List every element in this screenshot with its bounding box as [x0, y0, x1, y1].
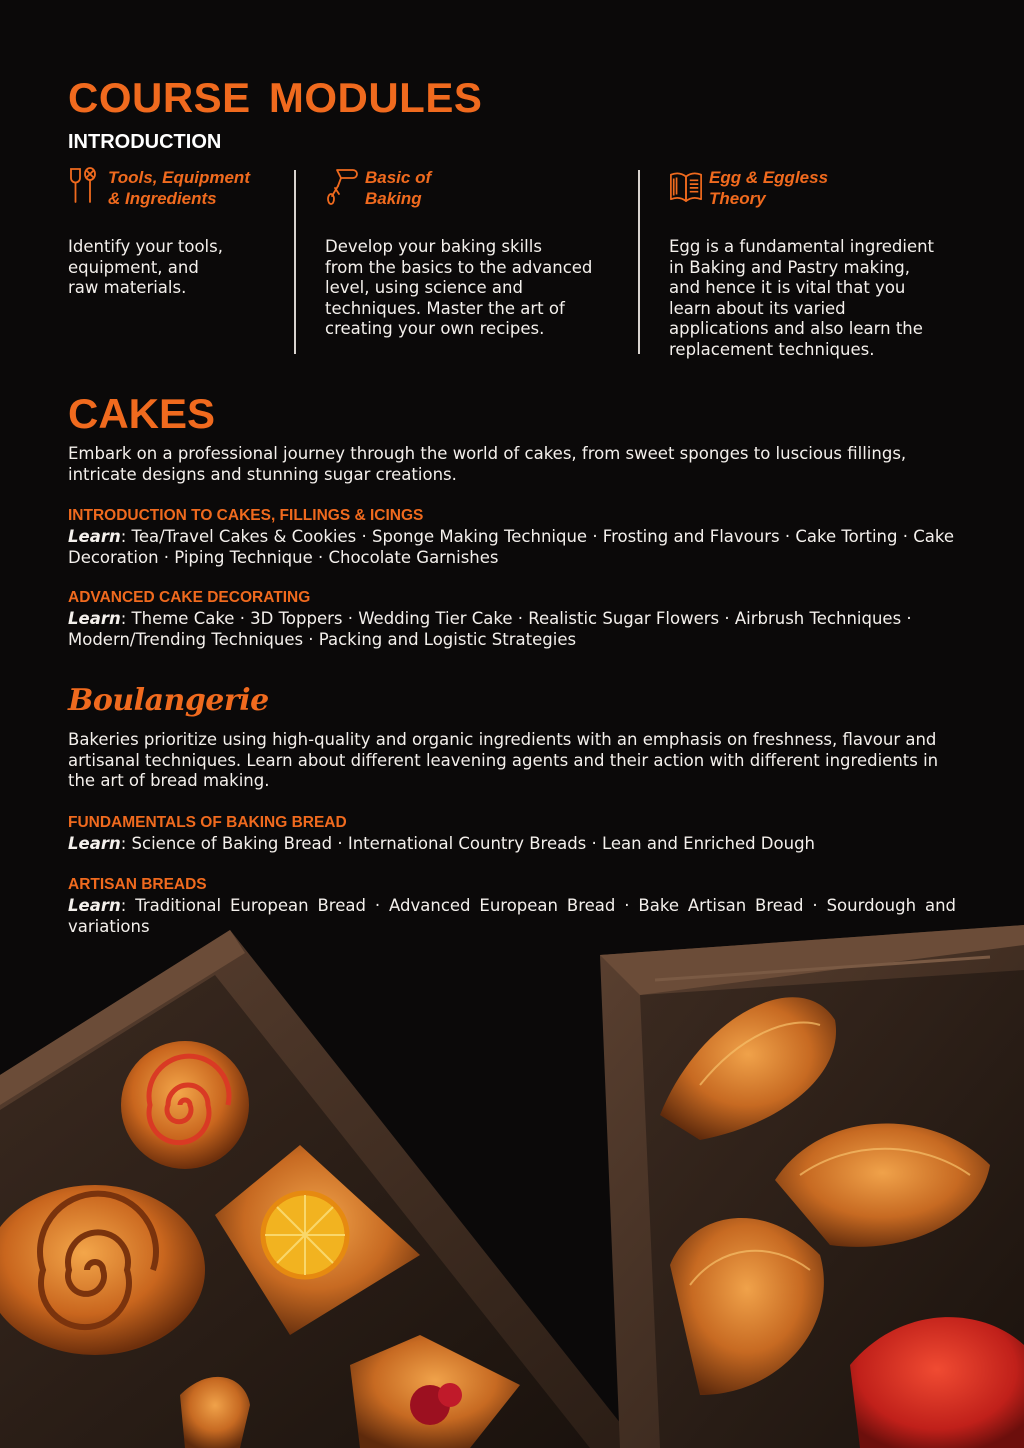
- spiral-bun: [121, 1041, 249, 1169]
- introduction-modules: [0, 166, 1024, 359]
- cakes-intro: Embark on a professional journey through the world of cakes, from sweet sponges to luscious fillings, intricate designs and stunning sugar creations.: [68, 444, 907, 484]
- cakes-title: CAKES: [68, 390, 216, 437]
- module-title: Basic of Baking: [365, 168, 432, 208]
- boulangerie-intro: Bakeries prioritize using high-quality and organic ingredients with an emphasis on freshness, flavour and artisanal techniques. Learn about different leavening agents and their action with different ingredients in the art of bread making.: [68, 730, 939, 791]
- open-book-icon: [669, 166, 703, 206]
- learn-label: Learn: [68, 527, 121, 546]
- module-description: Develop your baking skills from the basics to the advanced level, using science and techniques. Master the art of creating your own recipes.: [325, 237, 593, 339]
- column-divider: [294, 170, 296, 354]
- learn-label: Learn: [68, 834, 121, 853]
- learn-text: : Science of Baking Bread · International Country Breads · Lean and Enriched Dough: [120, 834, 815, 853]
- bread-learn-fundamentals: [68, 834, 956, 855]
- cakes-subheading-advanced: ADVANCED CAKE DECORATING: [68, 589, 311, 606]
- learn-text: : Theme Cake · 3D Toppers · Wedding Tier Cake · Realistic Sugar Flowers · Airbrush Techniques · Modern/Trending Techniques · Packing and Logistic Strategies: [68, 609, 912, 649]
- column-divider: [638, 170, 640, 354]
- learn-text: : Tea/Travel Cakes & Cookies · Sponge Making Technique · Frosting and Flavours · Cake Torting · Cake Decoration · Piping Technique · Chocolate Garnishes: [68, 527, 954, 567]
- pastry-trays-photo: [0, 925, 1024, 1448]
- introduction-heading: INTRODUCTION: [68, 131, 222, 153]
- module-tools: [68, 166, 250, 299]
- module-title: Egg & Eggless Theory: [709, 168, 829, 208]
- cakes-subheading-intro: INTRODUCTION TO CAKES, FILLINGS & ICINGS: [68, 507, 424, 524]
- hand-mixer-icon: [325, 166, 359, 206]
- module-title: Tools, Equipment & Ingredients: [108, 168, 250, 208]
- learn-label: Learn: [68, 896, 121, 915]
- small-croissant-corner: [180, 1377, 250, 1448]
- module-egg-theory: [669, 166, 934, 361]
- module-description: Identify your tools, equipment, and raw materials.: [68, 237, 223, 298]
- page-title: COURSE MODULES: [68, 74, 483, 121]
- bread-subheading-fundamentals: FUNDAMENTALS OF BAKING BREAD: [68, 814, 347, 831]
- boulangerie-title: Boulangerie: [68, 683, 269, 718]
- learn-text: : Traditional European Bread · Advanced European Bread · Bake Artisan Bread · Sourdough and variations: [68, 896, 956, 936]
- kitchen-tools-icon: [68, 166, 102, 206]
- module-description: Egg is a fundamental ingredient in Baking and Pastry making, and hence it is vital that you learn about its varied applications and also learn the replacement techniques.: [669, 237, 935, 359]
- bread-subheading-artisan: ARTISAN BREADS: [68, 876, 207, 893]
- module-basic-baking: [325, 166, 592, 340]
- cakes-learn-intro: [68, 527, 956, 568]
- cakes-learn-advanced: [68, 609, 956, 650]
- learn-label: Learn: [68, 609, 121, 628]
